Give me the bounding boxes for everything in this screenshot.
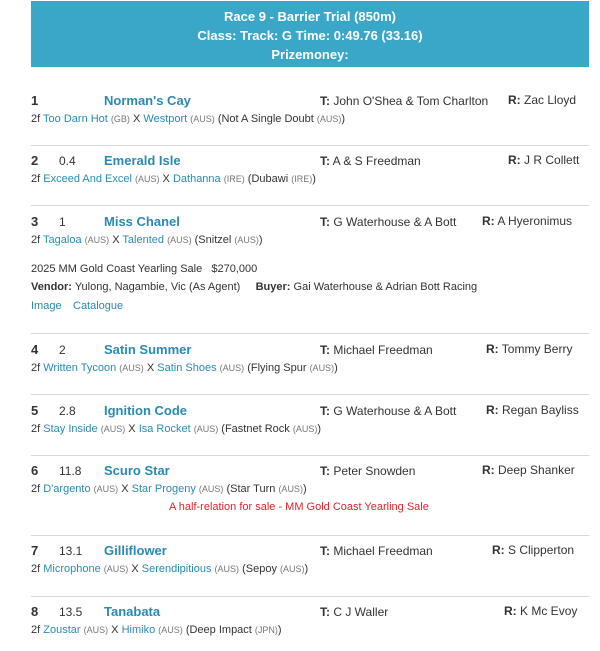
trainer-info [320,215,456,229]
horse-name-link[interactable]: Scuro Star [104,463,170,478]
trainer-info [320,544,433,558]
damsire-country: (AUS) [278,484,303,494]
jockey-info [508,153,579,167]
pedigree-line [31,423,321,435]
jockey-name: K Mc Evoy [520,604,578,618]
trainer-label: T: [320,544,330,558]
dam-link[interactable]: Talented [122,234,165,246]
jockey-label: R: [486,403,499,417]
catalogue-link[interactable]: Catalogue [73,300,124,312]
damsire-name: (Flying Spur [247,362,307,374]
trainer-label: T: [320,464,330,478]
damsire-close: ) [334,362,338,374]
trainer-name: G Waterhouse & A Bott [333,215,457,229]
trainer-label: T: [320,154,330,168]
row-divider [31,455,589,456]
margin-value: 13.5 [59,605,83,619]
row-divider [31,145,589,146]
row-divider [31,596,589,597]
dam-country: (AUS) [167,235,192,245]
margin-value: 11.8 [59,464,82,478]
damsire-country: (AUS) [292,424,318,434]
pedigree-line [31,234,263,246]
horse-name-link[interactable]: Miss Chanel [104,214,180,229]
damsire-close: ) [317,423,321,435]
trainer-name: G Waterhouse & A Bott [333,404,457,418]
pedigree-line [31,113,345,125]
sire-country: (AUS) [103,564,129,574]
dam-link[interactable]: Westport [143,113,188,125]
age-sex: 2f [31,624,41,636]
finish-position: 7 [31,543,39,558]
trainer-name: John O'Shea & Tom Charlton [333,94,489,108]
jockey-name: Zac Lloyd [524,93,577,107]
age-sex: 2f [31,234,41,246]
cross-x: X [146,362,155,374]
horse-name-link[interactable]: Norman's Cay [104,93,191,108]
jockey-info [486,403,579,417]
dam-link[interactable]: Himiko [121,624,156,636]
pedigree-line [31,483,307,495]
finish-position: 1 [31,93,39,108]
jockey-label: R: [504,604,517,618]
dam-country: (IRE) [223,174,245,184]
dam-link[interactable]: Dathanna [172,173,221,185]
trainer-info [320,464,415,478]
trainer-info [320,605,388,619]
margin-value: 0.4 [59,154,76,168]
sale-parties [31,281,477,293]
dam-link[interactable]: Serendipitious [141,563,212,575]
horse-name-link[interactable]: Ignition Code [104,403,188,418]
age-sex: 2f [31,173,41,185]
jockey-label: R: [492,543,505,557]
cross-x: X [121,483,129,495]
age-sex: 2f [31,423,41,435]
sire-country: (AUS) [84,235,110,245]
trainer-info [320,343,433,357]
age-sex: 2f [31,113,41,125]
jockey-label: R: [482,463,495,477]
dam-link[interactable]: Star Progeny [131,483,196,495]
damsire-name: (Deep Impact [185,624,252,636]
trainer-info [320,94,488,108]
sire-link[interactable]: Microphone [43,563,101,575]
sire-link[interactable]: Too Darn Hot [43,113,108,125]
damsire-close: ) [277,624,282,636]
pedigree-line [31,362,338,374]
cross-x: X [128,423,136,435]
trainer-label: T: [320,94,330,108]
cross-x: X [132,113,141,125]
buyer-name: Gai Waterhouse & Adrian Bott Racing [293,281,478,293]
cross-x: X [162,173,170,185]
trainer-name: C J Waller [333,605,389,619]
dam-country: (AUS) [158,625,183,635]
dam-country: (AUS) [198,484,224,494]
vendor-name: Yulong, Nagambie, Vic (As Agent) [74,281,241,293]
sire-country: (AUS) [119,363,144,373]
race-title: Race 9 - Barrier Trial (850m) [224,9,396,24]
finish-position: 2 [31,153,39,168]
jockey-label: R: [508,93,521,107]
dam-country: (AUS) [190,114,215,124]
sire-link[interactable]: Exceed And Excel [43,173,132,185]
finish-position: 5 [31,403,39,418]
row-divider [31,205,589,206]
damsire-close: ) [341,113,346,125]
jockey-name: A Hyeronimus [497,214,573,228]
vendor-label: Vendor: [31,281,72,293]
margin-value: 1 [59,215,66,229]
sire-link[interactable]: D'argento [43,483,91,495]
damsire-name: (Sepoy [242,563,277,575]
age-sex: 2f [31,362,41,374]
damsire-name: (Dubawi [247,173,289,185]
race-class-time: Class: Track: G Time: 0:49.76 (33.16) [197,28,423,43]
finish-position: 3 [31,214,39,229]
damsire-name: (Fastnet Rock [221,423,290,435]
margin-value: 13.1 [59,544,83,558]
damsire-country: (AUS) [316,114,342,124]
sire-country: (AUS) [83,625,109,635]
damsire-close: ) [258,234,263,246]
jockey-info [504,604,577,618]
sire-country: (GB) [110,114,130,124]
trainer-name: Michael Freedman [333,544,433,558]
row-divider [31,535,589,536]
finish-position: 8 [31,604,39,619]
sire-link[interactable]: Tagaloa [43,234,82,246]
sale-relation-note[interactable]: A half-relation for sale - MM Gold Coast Yearling Sale [169,501,429,513]
pedigree-line [31,563,308,575]
horse-name-link[interactable]: Tanabata [104,604,161,619]
trainer-info [320,404,456,418]
jockey-name: Tommy Berry [501,342,573,356]
age-sex: 2f [31,483,41,495]
trainer-name: Michael Freedman [333,343,433,357]
jockey-info [492,543,574,557]
damsire-name: (Not A Single Doubt [217,113,314,125]
row-divider [31,394,589,395]
sire-country: (AUS) [93,484,119,494]
sire-link[interactable]: Stay Inside [43,423,98,435]
jockey-label: R: [482,214,495,228]
jockey-name: S Clipperton [508,543,575,557]
jockey-info [508,93,576,107]
race-header [31,1,589,67]
damsire-close: ) [312,173,316,185]
cross-x: X [111,624,119,636]
jockey-info [482,463,575,477]
sire-link[interactable]: Written Tycoon [43,362,117,374]
margin-value: 2.8 [59,404,76,418]
damsire-country: (AUS) [234,235,259,245]
trainer-name: Peter Snowden [333,464,416,478]
dam-link[interactable]: Isa Rocket [138,423,191,435]
damsire-name: (Snitzel [194,234,232,246]
damsire-country: (AUS) [280,564,305,574]
race-prizemoney: Prizemoney: [271,47,349,62]
jockey-label: R: [508,153,521,167]
damsire-country: (AUS) [309,363,335,373]
pedigree-line [31,173,316,185]
trainer-label: T: [320,404,330,418]
horse-name-link[interactable]: Emerald Isle [104,153,181,168]
trainer-label: T: [320,343,330,357]
jockey-name: J R Collett [524,153,580,167]
finish-position: 6 [31,463,39,478]
jockey-info [486,342,572,356]
buyer-label: Buyer: [255,281,291,293]
jockey-name: Regan Bayliss [502,403,579,417]
sire-country: (AUS) [100,424,126,434]
trainer-label: T: [320,605,330,619]
damsire-close: ) [302,483,307,495]
sire-link[interactable]: Zoustar [43,624,81,636]
trainer-info [320,154,421,168]
dam-link[interactable]: Satin Shoes [157,362,217,374]
horse-name-link[interactable]: Satin Summer [104,342,192,357]
sire-country: (AUS) [134,174,160,184]
sale-details: 2025 MM Gold Coast Yearling Sale $270,000 [31,263,258,275]
finish-position: 4 [31,342,39,357]
row-divider [31,333,589,334]
horse-name-link[interactable]: Gilliflower [104,543,167,558]
jockey-info [482,214,572,228]
age-sex: 2f [31,563,41,575]
cross-x: X [131,563,139,575]
damsire-country: (JPN) [254,625,278,635]
trainer-name: A & S Freedman [332,154,421,168]
damsire-close: ) [304,563,309,575]
damsire-country: (IRE) [291,174,313,184]
cross-x: X [112,234,120,246]
image-link[interactable]: Image [31,300,62,312]
dam-country: (AUS) [214,564,240,574]
dam-country: (AUS) [193,424,219,434]
jockey-name: Deep Shanker [498,463,575,477]
jockey-label: R: [486,342,499,356]
trainer-label: T: [320,215,330,229]
pedigree-line [31,624,282,636]
dam-country: (AUS) [219,363,245,373]
damsire-name: (Star Turn [226,483,276,495]
margin-value: 2 [59,343,66,357]
